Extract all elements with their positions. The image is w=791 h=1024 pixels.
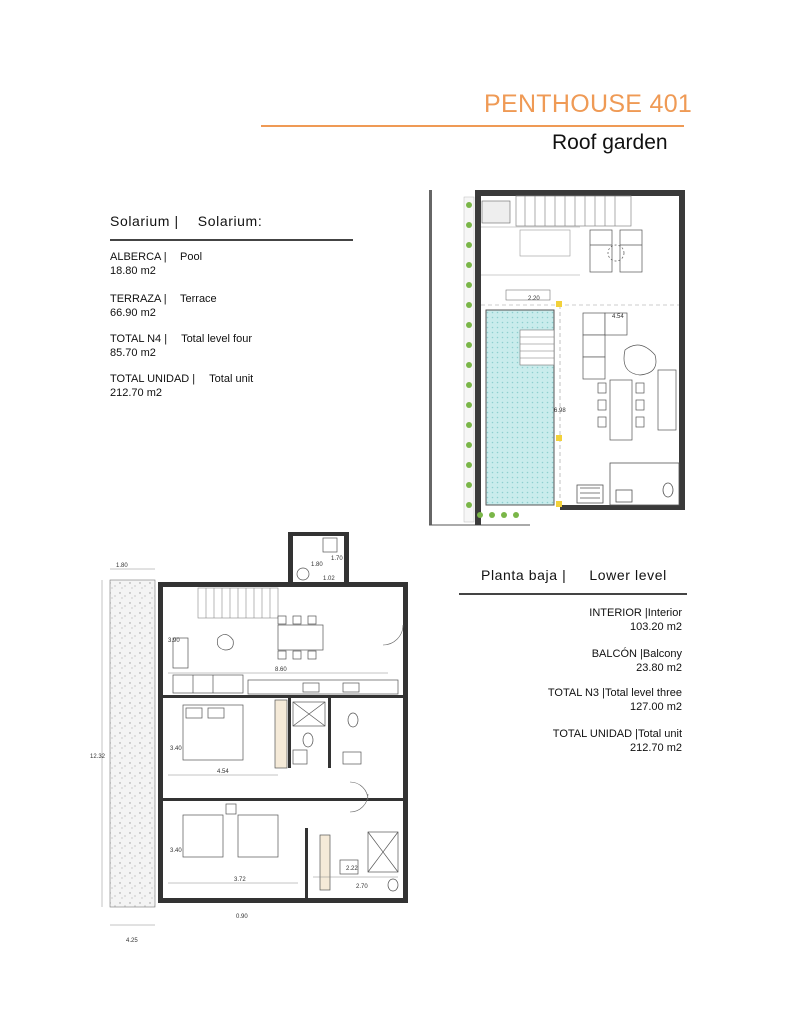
sun-loungers xyxy=(590,230,642,272)
item-area: 103.20 m2 xyxy=(630,621,682,633)
solarium-item-terrace xyxy=(110,292,217,320)
dimension-label: 3.90 xyxy=(168,638,180,644)
dimension-label: 3.72 xyxy=(234,877,246,883)
dimension-label: 1.70 xyxy=(331,556,343,562)
dimension-label: 2.70 xyxy=(356,884,368,890)
item-label-en: Total level four xyxy=(181,333,252,345)
solarium-item-pool xyxy=(110,250,202,278)
item-label-en: Total unit xyxy=(209,373,254,385)
dimension-label: 1.80 xyxy=(116,563,128,569)
lower-level-heading xyxy=(481,567,667,583)
pool-steps xyxy=(520,330,554,365)
balcony-stone xyxy=(110,580,155,907)
item-area: 66.90 m2 xyxy=(110,307,156,319)
kitchen xyxy=(248,680,398,694)
item-label-en: Terrace xyxy=(180,293,217,305)
item-label-en: Pool xyxy=(180,251,203,263)
lower-level-rule xyxy=(459,593,687,595)
yellow-columns xyxy=(556,301,562,507)
lower-level-floor-plan xyxy=(88,530,423,960)
item-label-es: TOTAL N3 | xyxy=(547,687,605,699)
page-title: PENTHOUSE 401 xyxy=(484,90,693,118)
item-label-es: BALCÓN | xyxy=(591,648,643,660)
dimension-label: 4.54 xyxy=(612,314,624,320)
stair xyxy=(516,196,631,226)
dimension-label: 1.02 xyxy=(323,576,335,582)
dimension-label: 4.25 xyxy=(126,938,138,944)
dimension-label: 3.40 xyxy=(170,848,182,854)
item-area: 23.80 m2 xyxy=(636,662,682,674)
lower-item-total-unit xyxy=(553,727,682,755)
item-label-es: TOTAL UNIDAD | xyxy=(110,373,196,385)
title-rule xyxy=(261,125,684,127)
item-label-es: TERRAZA | xyxy=(110,293,167,305)
page-subtitle: Roof garden xyxy=(552,131,668,154)
solarium-heading xyxy=(110,213,262,229)
item-area: 212.70 m2 xyxy=(630,742,682,754)
item-label-es: TOTAL UNIDAD | xyxy=(552,728,638,740)
item-area: 18.80 m2 xyxy=(110,265,156,277)
lower-item-balcony xyxy=(592,647,682,675)
item-area: 85.70 m2 xyxy=(110,347,156,359)
lower-stair xyxy=(198,588,278,618)
item-label-en: Total unit xyxy=(637,728,682,740)
item-label-es: TOTAL N4 | xyxy=(110,333,168,345)
item-area: 212.70 m2 xyxy=(110,387,162,399)
bath-2 xyxy=(340,832,398,891)
roof-box xyxy=(482,201,510,223)
solarium-item-total-n4 xyxy=(110,332,252,360)
lower-level-heading-es: Planta baja | xyxy=(481,567,567,583)
dimension-label: 8.60 xyxy=(275,667,287,673)
dimension-label: 12.32 xyxy=(90,754,106,760)
item-label-es: ALBERCA | xyxy=(110,251,167,263)
bath-1 xyxy=(293,702,361,764)
solarium-rule xyxy=(110,239,353,241)
roof-bathroom xyxy=(577,463,679,505)
dimension-label: 1.80 xyxy=(311,562,323,568)
lower-item-total-n3 xyxy=(548,686,682,714)
solarium-item-total-unit xyxy=(110,372,253,400)
dimension-label: 4.54 xyxy=(217,769,229,775)
dimension-label: 3.40 xyxy=(170,746,182,752)
roof-garden-floor-plan xyxy=(420,185,690,530)
lounge-furniture xyxy=(583,313,676,440)
item-label-en: Balcony xyxy=(642,648,682,660)
dimension-label: 2.20 xyxy=(528,296,540,302)
solarium-heading-en: Solarium: xyxy=(197,213,263,229)
lower-level-heading-en: Lower level xyxy=(589,567,667,583)
dimension-label: 6.98 xyxy=(554,408,566,414)
item-label-es: INTERIOR | xyxy=(589,607,648,619)
bedroom-1 xyxy=(183,700,287,768)
dimension-label: 2.22 xyxy=(346,866,358,872)
item-label-en: Interior xyxy=(647,607,682,619)
item-label-en: Total level three xyxy=(604,687,682,699)
item-area: 127.00 m2 xyxy=(630,701,682,713)
dining-set xyxy=(217,616,323,659)
dimension-label: 0.90 xyxy=(236,914,248,920)
lower-item-interior xyxy=(589,606,682,634)
solarium-heading-es: Solarium | xyxy=(110,213,179,229)
